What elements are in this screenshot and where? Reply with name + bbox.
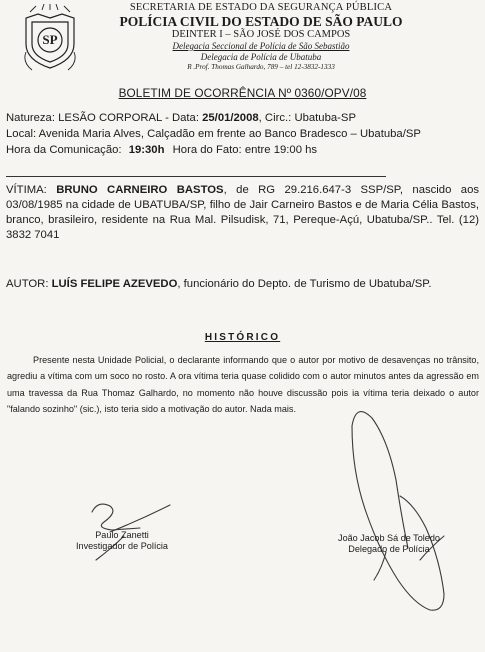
secretaria-line: SECRETARIA DE ESTADO DA SEGURANÇA PÚBLICA [129, 2, 393, 13]
historico-text: Presente nesta Unidade Policial, o declarante informando que o autor por motivo de desavenças no trânsito, agrediu a vítima com um soco no rosto. A ora vítima teria quase colidido com o autor minutos antes da agressão em uma travessa da Rua Thomaz Galhardo, no momento não houve discussão pois ia vítima teria deixado o autor "falando sozinho" (sic.), isto teria sido a motivação do autor. Nada mais. [7, 355, 479, 414]
vitima-details: , de RG 29.216.647-3 SSP/SP, nascido aos 03/08/1985 na cidade de UBATUBA/SP, filho de Jair Carneiro Bastos e de Maria Célia Bastos, branco, brasileiro, residente na Rua Mal. Pilsudisk, 71, Pereque-Açú, Ubatuba/SP.. Tel. (12) 3832 7041 [6, 184, 479, 241]
signer-name: João Jacob Sá de Toledo [338, 533, 440, 543]
natureza-label: Natureza: [6, 112, 55, 124]
local-value: Avenida Maria Alves, Calçadão em frente ao Banco Bradesco – Ubatuba/SP [38, 128, 421, 140]
delegacia-seccional-line: Delegacia Seccional de Polícia de São Sebastião [172, 41, 350, 51]
autor-label: AUTOR: [6, 278, 49, 290]
signer-role: Delegado de Polícia [348, 544, 430, 554]
data-label: - Data: [165, 112, 199, 124]
delegacia-ubatuba-line: Delegacia de Polícia de Ubatuba [200, 51, 322, 62]
hora-comunicacao-label: Hora da Comunicação: [6, 144, 122, 156]
seal-lettering: SP [42, 32, 58, 47]
autor-details: , funcionário do Depto. de Turismo de Ubatuba/SP. [177, 278, 432, 290]
policia-civil-line: POLÍCIA CIVIL DO ESTADO DE SÃO PAULO [119, 14, 403, 29]
natureza-row [6, 112, 356, 124]
address-line: R .Prof. Thomas Galhardo, 789 – tel 12-3832-1333 [187, 63, 335, 71]
local-row [6, 128, 421, 140]
historico-title: HISTÓRICO [204, 332, 281, 343]
letterhead [96, 2, 426, 72]
document-title: BOLETIM DE OCORRÊNCIA Nº 0360/OPV/08 [118, 86, 367, 100]
hora-row [6, 144, 317, 156]
data-value: 25/01/2008 [202, 112, 259, 124]
circ-value: Ubatuba-SP [294, 112, 356, 124]
natureza-value: LESÃO CORPORAL [58, 112, 162, 124]
local-label: Local: [6, 128, 37, 140]
circ-label: , Circ.: [258, 112, 292, 124]
signer-role: Investigador de Polícia [75, 541, 168, 551]
separator-line [6, 176, 386, 177]
deinter-line: DEINTER I – SÃO JOSÉ DOS CAMPOS [171, 29, 351, 40]
autor-name: LUÍS FELIPE AZEVEDO [51, 278, 178, 290]
vitima-paragraph [6, 183, 479, 243]
signer-name: Paulo Zanetti [95, 530, 149, 540]
hora-comunicacao-value: 19:30h [128, 144, 165, 156]
signer-delegado [322, 533, 456, 555]
signer-investigador [62, 530, 182, 552]
hora-fato-value: entre 19:00 hs [244, 144, 318, 156]
sao-paulo-seal-icon [22, 4, 78, 74]
vitima-label: VÍTIMA: [6, 184, 47, 196]
autor-paragraph [6, 277, 479, 292]
vitima-name: BRUNO CARNEIRO BASTOS [56, 184, 224, 196]
hora-fato-label: Hora do Fato: [172, 144, 242, 156]
